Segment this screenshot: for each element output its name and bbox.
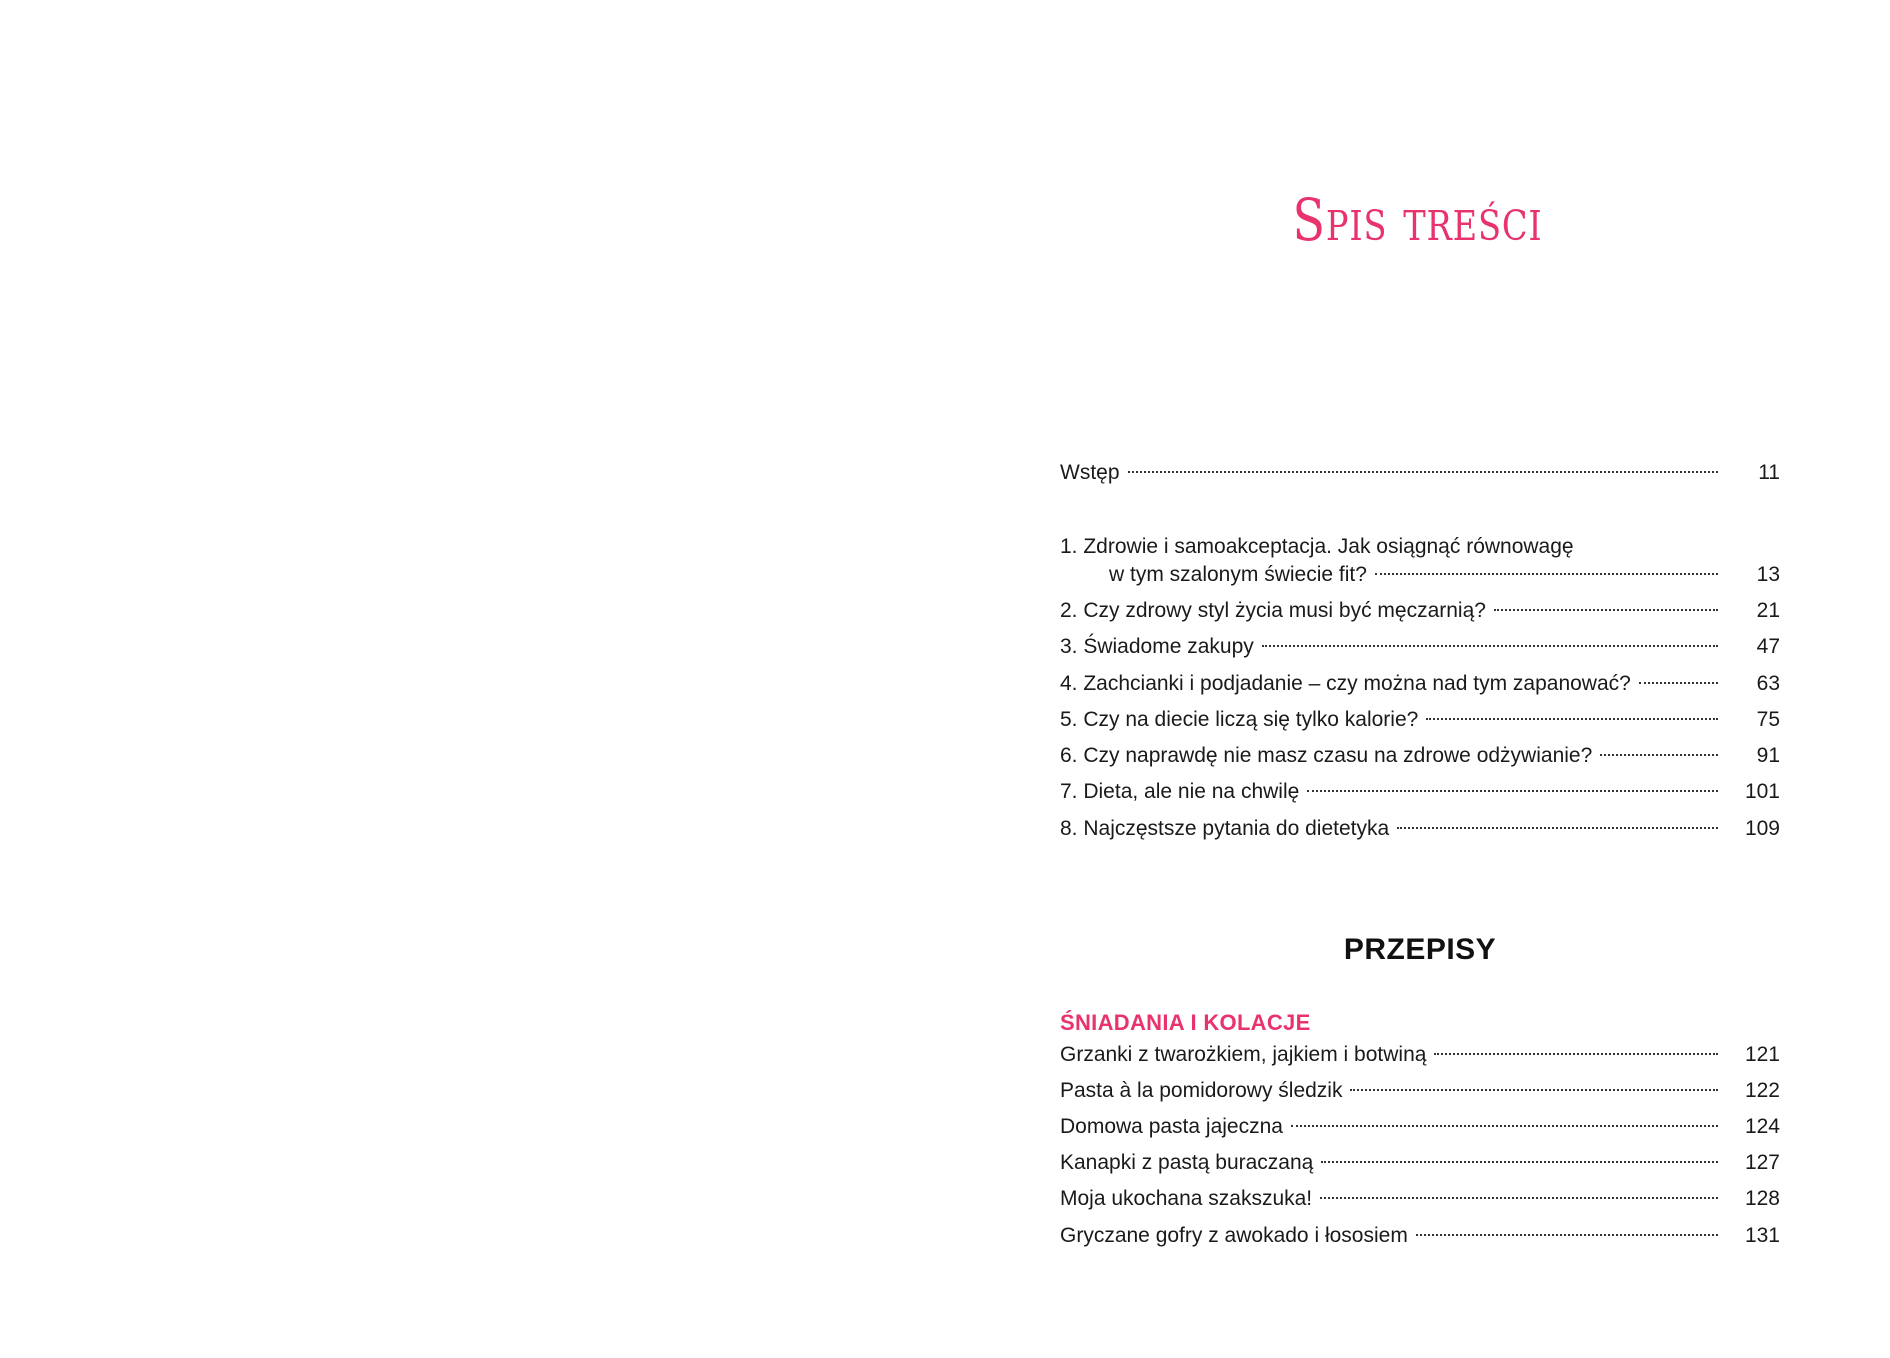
- toc-entry-chapter-1[interactable]: [1060, 560, 1780, 590]
- dot-leader: [1416, 1234, 1718, 1236]
- toc-entry-label: 5. Czy na diecie liczą się tylko kalorie?: [1060, 708, 1419, 731]
- toc-entry-chapter-4[interactable]: [1060, 669, 1780, 699]
- toc-entry-page: 75: [1756, 708, 1780, 731]
- dot-leader: [1639, 682, 1718, 684]
- toc-entry-label: w tym szalonym świecie fit?: [1109, 563, 1367, 586]
- toc-entry-chapter-7[interactable]: [1060, 777, 1780, 807]
- toc-entry-recipe[interactable]: [1060, 1148, 1780, 1178]
- toc-entry-page: 124: [1744, 1115, 1780, 1138]
- toc-entry-recipe[interactable]: [1060, 1076, 1780, 1106]
- dot-leader: [1291, 1125, 1718, 1127]
- toc-entry-page: 131: [1744, 1224, 1780, 1247]
- toc-entry-page: 11: [1758, 461, 1780, 484]
- toc-entry-page: 47: [1756, 635, 1780, 658]
- toc-entry-label: 6. Czy naprawdę nie masz czasu na zdrowe odżywianie?: [1060, 744, 1593, 767]
- toc-entry-page: 63: [1756, 672, 1780, 695]
- toc-entry-label: 7. Dieta, ale nie na chwilę: [1060, 780, 1300, 803]
- toc-entry-chapter-5[interactable]: [1060, 705, 1780, 735]
- toc-entry-recipe[interactable]: [1060, 1112, 1780, 1142]
- toc-entry-label: Wstęp: [1060, 461, 1120, 484]
- dot-leader: [1262, 645, 1718, 647]
- toc-entry-page: 109: [1744, 817, 1780, 840]
- dot-leader: [1426, 718, 1718, 720]
- dot-leader: [1307, 790, 1718, 792]
- toc-entry-label: Gryczane gofry z awokado i łososiem: [1060, 1224, 1408, 1247]
- toc-entry-chapter-6[interactable]: [1060, 741, 1780, 771]
- toc-entry-intro[interactable]: [1060, 458, 1780, 488]
- toc-entry-label: Moja ukochana szakszuka!: [1060, 1187, 1313, 1210]
- toc-entry-chapter-2[interactable]: [1060, 596, 1780, 626]
- dot-leader: [1320, 1197, 1718, 1199]
- toc-entry-page: 128: [1744, 1187, 1780, 1210]
- toc-entry-chapter-8[interactable]: [1060, 814, 1780, 844]
- toc-entry-label: 3. Świadome zakupy: [1060, 635, 1254, 658]
- dot-leader: [1434, 1053, 1718, 1055]
- recipes-section-heading: ŚNIADANIA I KOLACJE: [1060, 1010, 1311, 1035]
- toc-entry-recipe[interactable]: [1060, 1221, 1780, 1251]
- toc-entry-page: 13: [1756, 563, 1780, 586]
- toc-entry-label: Kanapki z pastą buraczaną: [1060, 1151, 1314, 1174]
- dot-leader: [1600, 754, 1718, 756]
- recipes-heading: PRZEPISY: [1343, 933, 1497, 966]
- toc-entry-recipe[interactable]: [1060, 1184, 1780, 1214]
- toc-entry-page: 91: [1756, 744, 1780, 767]
- toc-entry-label: Domowa pasta jajeczna: [1060, 1115, 1283, 1138]
- right-page-contents: [945, 0, 1890, 1358]
- toc-entry-chapter-1-line-1[interactable]: 1. Zdrowie i samoakceptacja. Jak osiągnąć równowagę: [1060, 535, 1574, 558]
- toc-entry-page: 127: [1744, 1151, 1780, 1174]
- toc-entry-page: 101: [1744, 780, 1780, 803]
- toc-entry-recipe[interactable]: [1060, 1040, 1780, 1070]
- toc-entry-page: 121: [1744, 1043, 1780, 1066]
- dot-leader: [1397, 827, 1718, 829]
- dot-leader: [1128, 471, 1718, 473]
- toc-entry-label: Pasta à la pomidorowy śledzik: [1060, 1079, 1343, 1102]
- toc-entry-label: Grzanki z twarożkiem, jajkiem i botwiną: [1060, 1043, 1427, 1066]
- toc-entry-page: 21: [1756, 599, 1780, 622]
- toc-entry-page: 122: [1744, 1079, 1780, 1102]
- toc-entry-label: 8. Najczęstsze pytania do dietetyka: [1060, 817, 1390, 840]
- toc-entry-chapter-3[interactable]: [1060, 632, 1780, 662]
- dot-leader: [1350, 1089, 1718, 1091]
- toc-entry-label: 4. Zachcianki i podjadanie – czy można nad tym zapanować?: [1060, 672, 1631, 695]
- toc-entry-label: 2. Czy zdrowy styl życia musi być męczarnią?: [1060, 599, 1486, 622]
- page-title: Spis treści: [1292, 186, 1543, 254]
- dot-leader: [1494, 609, 1718, 611]
- dot-leader: [1321, 1161, 1718, 1163]
- dot-leader: [1375, 573, 1718, 575]
